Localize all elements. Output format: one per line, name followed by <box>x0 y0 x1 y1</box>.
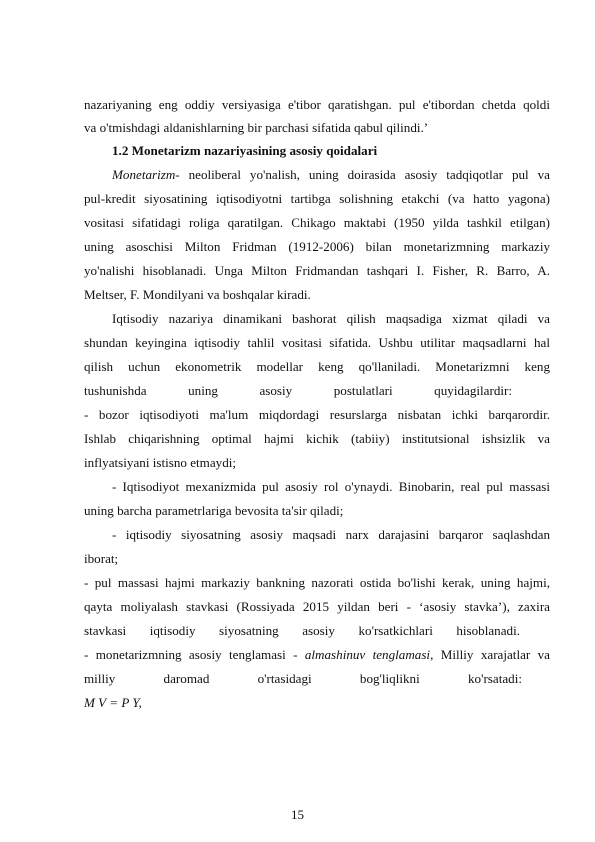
line-text: Milliy xarajatlar va <box>433 647 550 662</box>
list-item-line: - Iqtisodiyot mexanizmida pul asosiy rol o'ynaydi. Binobarin, real pul massasi <box>112 479 550 494</box>
list-item-line: iborat; <box>84 551 119 566</box>
paragraph-line: va o'tmishdagi aldanishlarning bir parchasi sifatida qabul qilindi.’ <box>84 120 429 135</box>
paragraph-line: yo'nalishi hisoblanadi. Unga Milton Fridmandan tashqari I. Fisher, R. Barro, A. <box>84 263 550 278</box>
paragraph-line: vositasi sifatidagi roliga qaratilgan. Chikago maktabi (1950 yilda tashkil etilgan) <box>84 215 550 230</box>
paragraph-line <box>112 167 550 183</box>
list-item-line: uning barcha parametrlariga bevosita ta'sir qiladi; <box>84 503 344 518</box>
paragraph-line: Meltser, F. Mondilyani va boshqalar kiradi. <box>84 287 311 302</box>
paragraph-line: nazariyaning eng oddiy versiyasiga e'tibor qaratishgan. pul e'tibordan chetda qoldi <box>84 97 550 112</box>
paragraph-line: tushunishda uning asosiy postulatlari quyidagilardir: <box>84 383 512 398</box>
list-item-line: - pul massasi hajmi markaziy bankning nazorati ostida bo'lishi kerak, uning hajmi, <box>84 575 550 590</box>
line-text: - monetarizmning asosiy tenglamasi - <box>84 647 305 662</box>
list-item-line: qayta moliyalash stavkasi (Rossiyada 2015 yildan beri - ‘asosiy stavka’), zaxira <box>84 599 550 614</box>
list-item-line: - bozor iqtisodiyoti ma'lum miqdordagi resurslarga nisbatan ichki barqarordir. <box>84 407 550 422</box>
list-item-line: Ishlab chiqarishning optimal hajmi kichik (tabiiy) institutsional ishsizlik va <box>84 431 550 446</box>
paragraph-line: milliy daromad o'rtasidagi bog'liqlikni ko'rsatadi: <box>84 671 522 686</box>
paragraph-line: pul-kredit siyosatining iqtisodiyotni tartibga solishning etakchi (va hatto yagona) <box>84 191 550 206</box>
equation: M V = P Y, <box>84 695 142 710</box>
paragraph-line: uning asoschisi Milton Fridman (1912-2006) bilan monetarizmning markaziy <box>84 239 550 254</box>
list-item-line: stavkasi iqtisodiy siyosatning asosiy ko'rsatkichlari hisoblanadi. <box>84 623 520 638</box>
term-emphasis: Monetarizm- <box>112 167 180 182</box>
list-item-line: - iqtisodiy siyosatning asosiy maqsadi narx darajasini barqaror saqlashdan <box>112 527 550 542</box>
paragraph-line: Iqtisodiy nazariya dinamikani bashorat qilish maqsadiga xizmat qiladi va <box>112 311 550 326</box>
term-emphasis: almashinuv tenglamasi, <box>304 647 434 662</box>
page-number: 15 <box>290 807 305 822</box>
line-text: neoliberal yo'nalish, uning doirasida asosiy tadqiqotlar pul va <box>179 167 550 182</box>
paragraph-line: shundan keyingina iqtisodiy tahlil vositasi sifatida. Ushbu utilitar maqsadlarni hal <box>84 335 550 350</box>
list-item-line: inflyatsiyani istisno etmaydi; <box>84 455 237 470</box>
section-heading: 1.2 Monetarizm nazariyasining asosiy qoidalari <box>112 143 378 158</box>
paragraph-line: qilish uchun ekonometrik modellar keng qo'llaniladi. Monetarizmni keng <box>84 359 550 374</box>
list-item-line <box>84 647 550 663</box>
